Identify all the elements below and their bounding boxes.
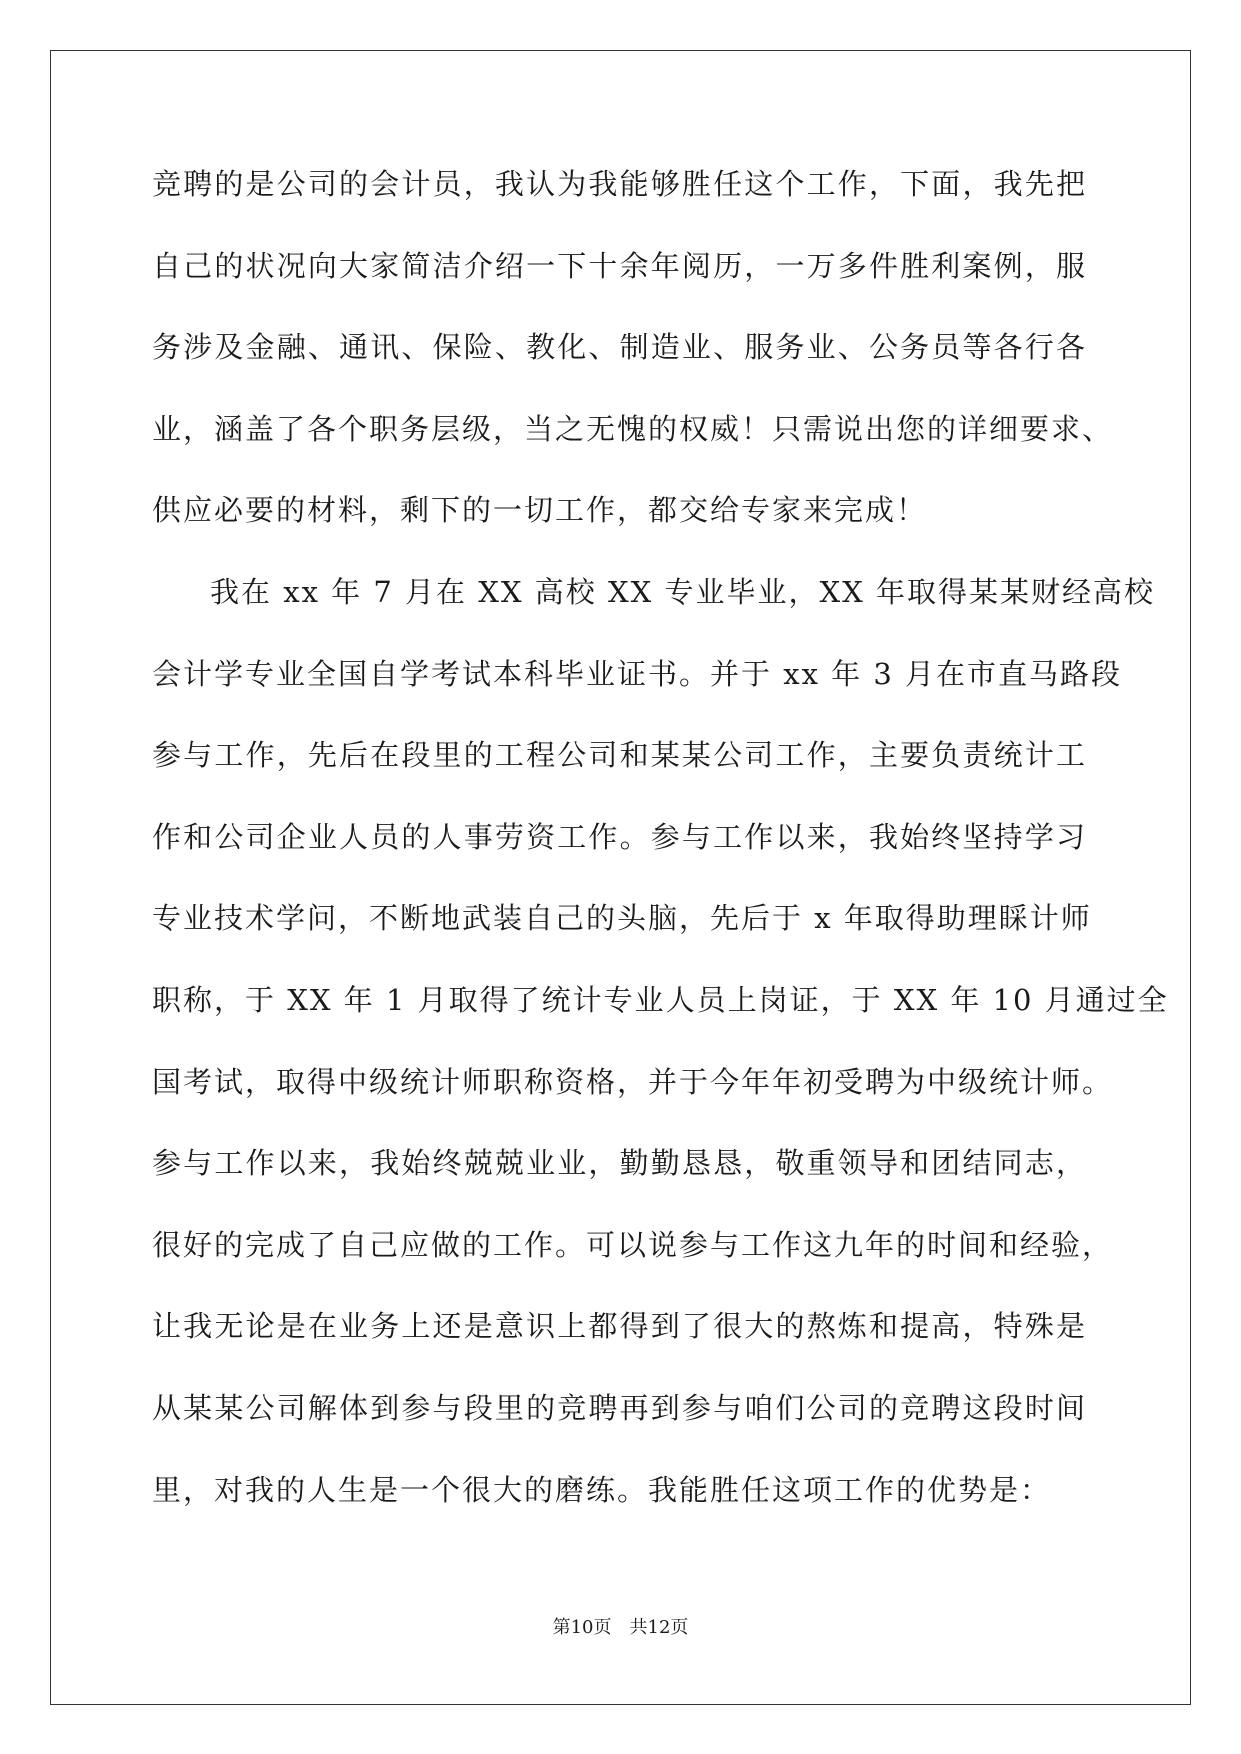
body-line: 专业技术学问，不断地武装自己的头脑，先后于 x 年取得助理睬计师 <box>152 901 1092 936</box>
body-line: 务涉及金融、通讯、保险、教化、制造业、服务业、公务员等各行各 <box>152 330 1087 365</box>
document-body <box>152 160 1169 1547</box>
body-line: 里，对我的人生是一个很大的磨练。我能胜任这项工作的优势是： <box>152 1472 1052 1507</box>
body-line: 让我无论是在业务上还是意识上都得到了很大的熬炼和提高，特殊是 <box>152 1309 1087 1344</box>
body-line: 自己的状况向大家简洁介绍一下十余年阅历，一万多件胜利案例，服 <box>152 248 1087 283</box>
body-line: 我在 xx 年 7 月在 XX 高校 XX 专业毕业，XX 年取得某某财经高校 <box>210 574 1155 609</box>
body-line: 竞聘的是公司的会计员，我认为我能够胜任这个工作，下面，我先把 <box>152 167 1087 201</box>
body-line: 参与工作以来，我始终兢兢业业，勤勤恳恳，敬重领导和团结同志， <box>152 1146 1087 1181</box>
body-line: 很好的完成了自己应做的工作。可以说参与工作这九年的时间和经验， <box>152 1227 1114 1262</box>
page-number: 第10页 共12页 <box>552 1617 689 1638</box>
body-line: 职称，于 XX 年 1 月取得了统计专业人员上岗证，于 XX 年 10 月通过全 <box>152 982 1169 1017</box>
body-line: 供应必要的材料，剩下的一切工作，都交给专家来完成！ <box>152 493 928 528</box>
body-line: 会计学专业全国自学考试本科毕业证书。并于 xx 年 3 月在市直马路段 <box>152 656 1123 691</box>
body-line: 从某某公司解体到参与段里的竞聘再到参与咱们公司的竞聘这段时间 <box>152 1390 1087 1425</box>
body-line: 作和公司企业人员的人事劳资工作。参与工作以来，我始终坚持学习 <box>152 819 1087 854</box>
body-line: 业，涵盖了各个职务层级，当之无愧的权威！只需说出您的详细要求、 <box>152 411 1114 446</box>
body-line: 参与工作，先后在段里的工程公司和某某公司工作，主要负责统计工 <box>152 738 1087 773</box>
body-line: 国考试，取得中级统计师职称资格，并于今年年初受聘为中级统计师。 <box>152 1064 1114 1099</box>
